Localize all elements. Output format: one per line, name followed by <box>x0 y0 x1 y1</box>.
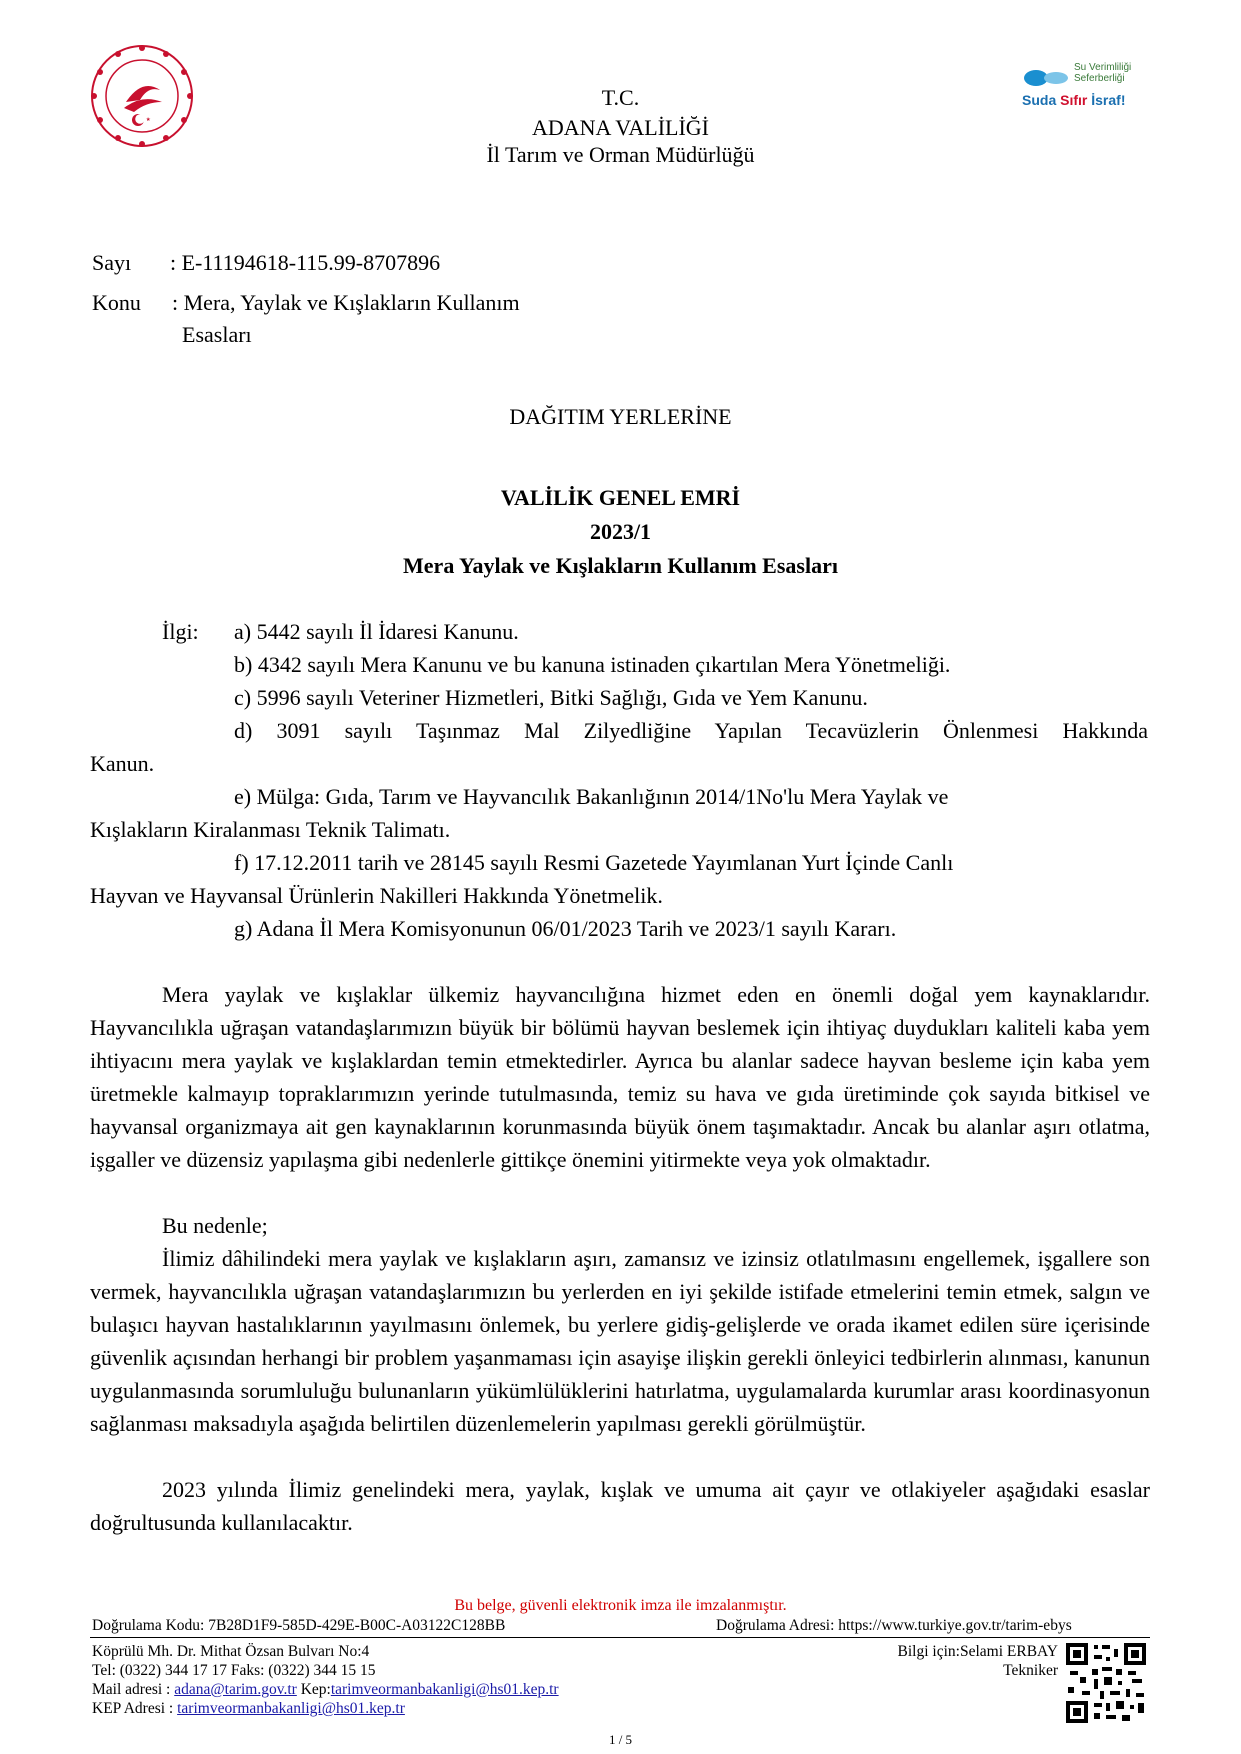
paragraph-3: İlimiz dâhilindeki mera yaylak ve kışlakların aşırı, zamansız ve izinsiz otlatılmasını engellemek, işgallere son vermek, hayvancılıkla uğraşan vatandaşlarımızın bu yerlerden en iyi şekilde istifade etmelerini temin etmek, salgın ve bulaşıcı hayvan hastalıklarının yayılmasını önlemek, bu yerlere gidiş-gelişlerde ve orada ikamet edilen süre içerisinde güvenlik açısından herhangi bir problem yaşanmaması için asayişe ilişkin gerekli önleyici tedbirlerin alınması, kanunun uygulanmasında sorumluluğu bulunanların yükümlülüklerini hatırlatma, uygulamalarda kurumlar arası koordinasyonun sağlanması maksadıyla aşağıda belirtilen düzenlemelerin yapılması gerekli görülmüştür. <box>90 1246 1150 1436</box>
sayi-label: Sayı <box>92 250 132 275</box>
footer-kep: KEP Adresi : tarimveormanbakanligi@hs01.kep.tr <box>92 1700 405 1717</box>
ilgi-f: f) 17.12.2011 tarih ve 28145 sayılı Resmi Gazetede Yayımlanan Yurt İçinde Canlı <box>234 850 954 875</box>
campaign-line2: Seferberliği <box>1074 73 1125 84</box>
page-number: 1 / 5 <box>608 1732 633 1747</box>
campaign-sifir: Sıfır <box>1060 92 1088 108</box>
ilgi-g: g) Adana İl Mera Komisyonunun 06/01/2023 Tarih ve 2023/1 sayılı Kararı. <box>234 916 897 941</box>
e-signature-note: Bu belge, güvenli elektronik imza ile imzalanmıştır. <box>454 1597 787 1614</box>
campaign-israf: İsraf! <box>1087 92 1126 108</box>
ilgi-a: a) 5442 sayılı İl İdaresi Kanunu. <box>234 619 519 644</box>
recipient: DAĞITIM YERLERİNE <box>509 404 732 429</box>
kep-link[interactable]: tarimveormanbakanligi@hs01.kep.tr <box>177 1700 405 1717</box>
footer-divider <box>90 1637 1150 1638</box>
info-contact: Bilgi için:Selami ERBAY <box>897 1643 1058 1660</box>
verification-code: Doğrulama Kodu: 7B28D1F9-585D-429E-B00C-A03122C128BB <box>92 1617 506 1634</box>
footer-phone: Tel: (0322) 344 17 17 Faks: (0322) 344 15 15 <box>92 1662 376 1679</box>
footer-mail: Mail adresi : adana@tarim.gov.tr Kep:tarimveormanbakanligi@hs01.kep.tr <box>92 1681 559 1698</box>
order-number: 2023/1 <box>589 519 652 544</box>
konu-value-1: : Mera, Yaylak ve Kışlakların Kullanım <box>172 290 520 315</box>
mail-link[interactable]: adana@tarim.gov.tr <box>174 1681 297 1698</box>
konu-label: Konu <box>92 290 141 315</box>
ilgi-e-cont: Kışlakların Kiralanması Teknik Talimatı. <box>90 817 451 842</box>
verification-address[interactable]: Doğrulama Adresi: https://www.turkiye.gov.tr/tarim-ebys <box>716 1617 1072 1634</box>
header-directorate: İl Tarım ve Orman Müdürlüğü <box>486 142 755 167</box>
order-title: VALİLİK GENEL EMRİ <box>500 485 741 510</box>
ilgi-e: e) Mülga: Gıda, Tarım ve Hayvancılık Bakanlığının 2014/1No'lu Mera Yaylak ve <box>234 784 949 809</box>
paragraph-2: Bu nedenle; <box>162 1213 268 1238</box>
konu-value-2: Esasları <box>182 322 252 347</box>
header-tc: T.C. <box>601 85 640 110</box>
sayi-value: : E-11194618-115.99-8707896 <box>170 250 441 275</box>
paragraph-1: Mera yaylak ve kışlaklar ülkemiz hayvancılığına hizmet eden en önemli doğal yem kaynaklarıdır. Hayvancılıkla uğraşan vatandaşlarımızın büyük bir bölümü hayvan beslemek için ihtiyaç duydukları kaliteli kaba yem ihtiyacını mera yaylak ve kışlaklardan temin etmektedirler. Ayrıca bu alanlar sadece hayvan besleme için kaba yem üretmekle kalmayıp topraklarımızın yerinde tutulmasında, temiz su hava ve gıda üretiminde çok sayıda bitkisel ve hayvansal organizmaya ait gen kaynaklarının korunmasında büyük önem taşımaktadır. Ancak bu alanlar aşırı otlatma, işgaller ve düzensiz yapılaşma gibi nedenlerle gittikçe önemini yitirmekte veya yok olmaktadır. <box>90 982 1150 1172</box>
qr-code <box>1066 1643 1146 1723</box>
ilgi-f-cont: Hayvan ve Hayvansal Ürünlerin Nakilleri Hakkında Yönetmelik. <box>90 883 663 908</box>
kep-link-inline[interactable]: tarimveormanbakanligi@hs01.kep.tr <box>330 1681 559 1698</box>
paragraph-4: 2023 yılında İlimiz genelindeki mera, yaylak, kışlak ve umuma ait çayır ve otlakiyeler aşağıdaki esaslar doğrultusunda kullanılacaktır. <box>90 1477 1150 1535</box>
ilgi-c: c) 5996 sayılı Veteriner Hizmetleri, Bitki Sağlığı, Gıda ve Yem Kanunu. <box>234 685 868 710</box>
ilgi-label: İlgi: <box>162 619 199 644</box>
ilgi-b: b) 4342 sayılı Mera Kanunu ve bu kanuna istinaden çıkartılan Mera Yönetmeliği. <box>234 652 951 677</box>
campaign-line1: Su Verimliliği <box>1074 62 1132 73</box>
ilgi-d-cont: Kanun. <box>90 751 155 776</box>
info-title: Tekniker <box>1003 1662 1058 1679</box>
footer-address: Köprülü Mh. Dr. Mithat Özsan Bulvarı No:4 <box>92 1643 370 1660</box>
order-subject: Mera Yaylak ve Kışlakların Kullanım Esasları <box>403 553 838 578</box>
ilgi-d: d) 3091 sayılı Taşınmaz Mal Zilyedliğine Yapılan Tecavüzlerin Önlenmesi Hakkında <box>234 718 1148 743</box>
campaign-suda: Suda <box>1022 92 1061 108</box>
header-governorship: ADANA VALİLİĞİ <box>531 115 709 140</box>
